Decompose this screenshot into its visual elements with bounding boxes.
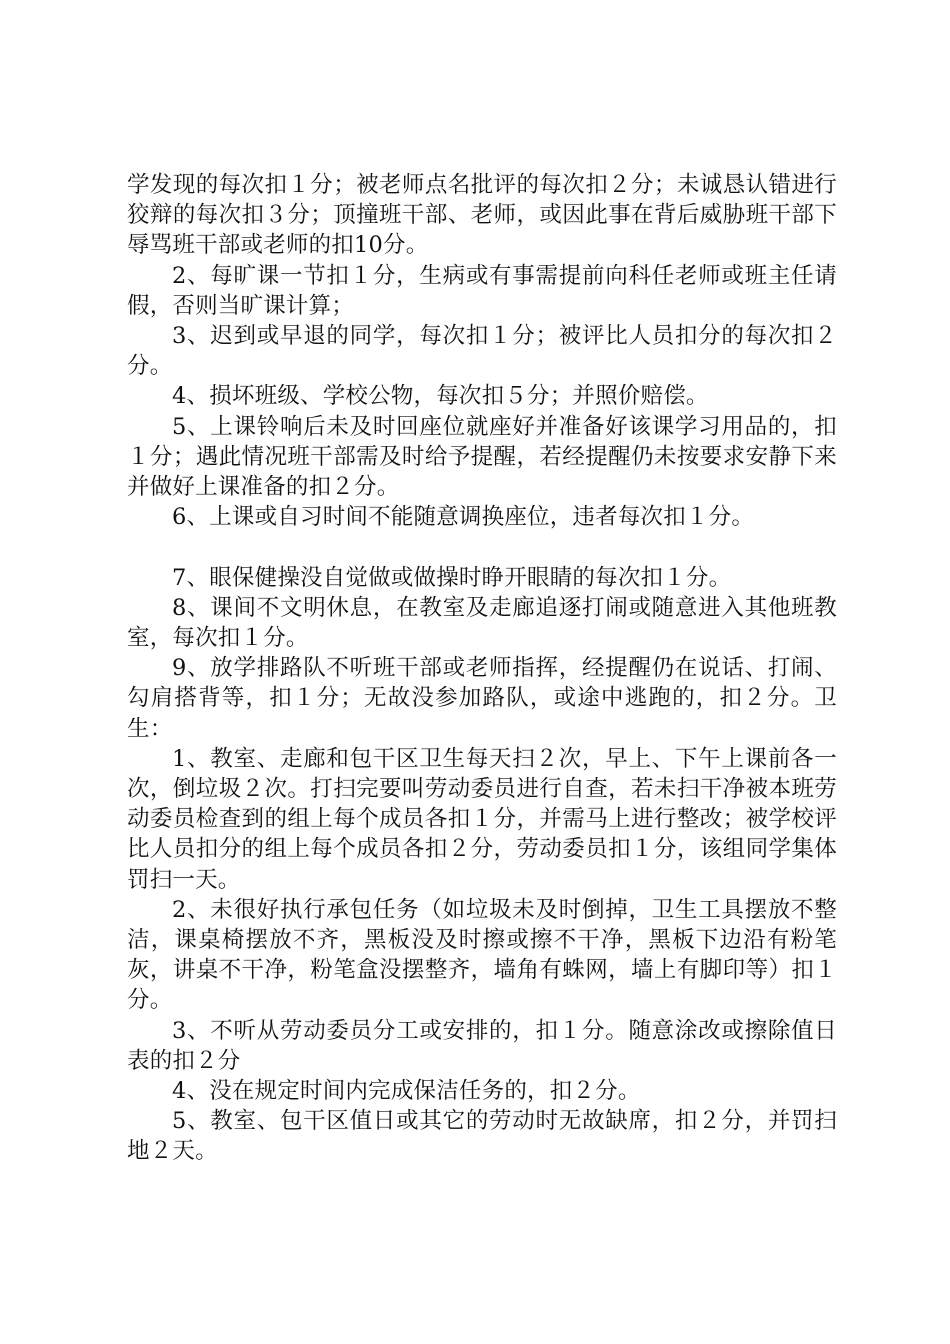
- document-body: [127, 170, 837, 1167]
- paragraph-rule-6: 6、上课或自习时间不能随意调换座位，违者每次扣１分。: [172, 504, 755, 531]
- paragraph-hygiene-3: 3、不听从劳动委员分工或安排的，扣１分。随意涂改或擦除值日表的扣２分: [127, 1017, 837, 1074]
- paragraph-hygiene-5: 5、教室、包干区值日或其它的劳动时无故缺席，扣２分，并罚扫地２天。: [127, 1108, 837, 1165]
- paragraph-hygiene-2: 2、未很好执行承包任务（如垃圾未及时倒掉，卫生工具摆放不整洁，课桌椅摆放不齐，黑板没及时擦或擦不干净，黑板下边沿有粉笔灰，讲桌不干净，粉笔盒没摆整齐，墙角有蛛网，墙上有脚印等）扣１分。: [127, 896, 837, 1014]
- paragraph-rule-5: 5、上课铃响后未及时回座位就座好并准备好该课学习用品的，扣１分；遇此情况班干部需及时给予提醒，若经提醒仍未按要求安静下来并做好上课准备的扣２分。: [127, 413, 837, 501]
- paragraph-rule-8: 8、课间不文明休息，在教室及走廊追逐打闹或随意进入其他班教室，每次扣１分。: [127, 594, 837, 652]
- paragraph-spacer: [127, 532, 837, 562]
- paragraph-hygiene-4: 4、没在规定时间内完成保洁任务的，扣２分。: [172, 1078, 641, 1105]
- paragraph-hygiene-1: 1、教室、走廊和包干区卫生每天扫２次，早上、下午上课前各一次，倒垃圾２次。打扫完要叫劳动委员进行自查，若未扫干净被本班劳动委员检查到的组上每个成员各扣１分，并需马上进行整改；被学校评比人员扣分的组上每个成员各扣２分，劳动委员扣１分，该组同学集体罚扫一天。: [127, 745, 837, 893]
- paragraph-continuation: 学发现的每次扣１分；被老师点名批评的每次扣２分；未诚恳认错进行狡辩的每次扣３分；顶撞班干部、老师，或因此事在背后威胁班干部下辱骂班干部或老师的扣10分。: [127, 172, 837, 259]
- paragraph-rule-2: 2、每旷课一节扣１分，生病或有事需提前向科任老师或班主任请假，否则当旷课计算；: [127, 262, 837, 319]
- paragraph-rule-4: 4、损坏班级、学校公物，每次扣５分；并照价赔偿。: [172, 383, 709, 410]
- paragraph-rule-3: 3、迟到或早退的同学，每次扣１分；被评比人员扣分的每次扣２分。: [127, 323, 837, 380]
- paragraph-rule-9: 9、放学排路队不听班干部或老师指挥，经提醒仍在说话、打闹、勾肩搭背等，扣１分；无故没参加路队，或途中逃跑的，扣２分。卫生：: [127, 655, 837, 742]
- paragraph-rule-7: 7、眼保健操没自觉做或做操时睁开眼睛的每次扣１分。: [172, 564, 732, 591]
